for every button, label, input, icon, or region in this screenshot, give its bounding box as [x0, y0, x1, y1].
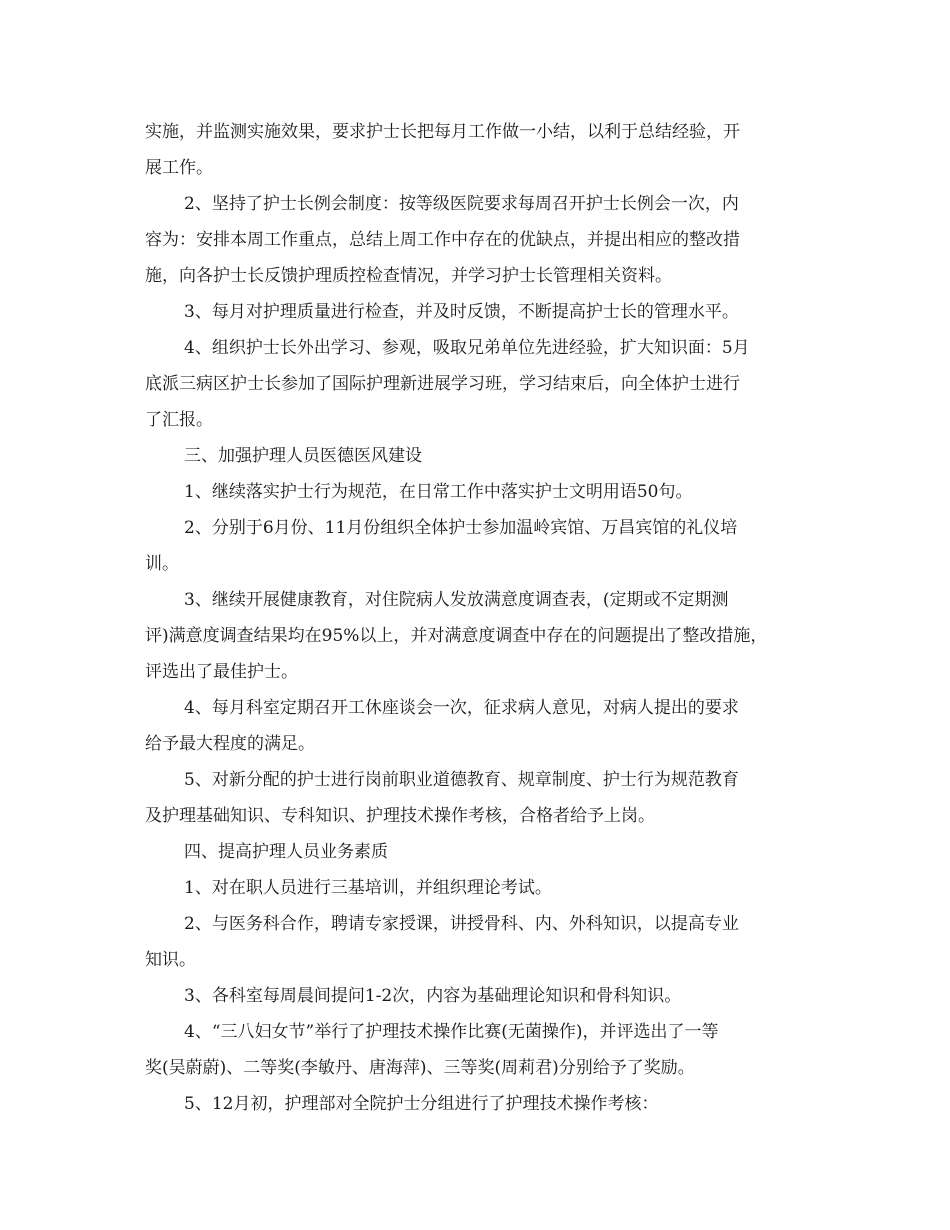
text-line: 及护理基础知识、专科知识、护理技术操作考核，合格者给予上岗。: [145, 806, 655, 826]
text-line: 评)满意度调查结果均在95%以上，并对满意度调查中存在的问题提出了整改措施，: [145, 626, 768, 646]
text-line: 展工作。: [145, 158, 213, 178]
text-line: 1、继续落实护士行为规范，在日常工作中落实护士文明用语50句。: [184, 482, 693, 502]
text-line: 奖(吴蔚蔚)、二等奖(李敏丹、唐海萍)、三等奖(周莉君)分别给予了奖励。: [145, 1058, 695, 1078]
text-line: 容为：安排本周工作重点，总结上周工作中存在的优缺点，并提出相应的整改措: [145, 230, 740, 250]
text-line: 知识。: [145, 950, 196, 970]
text-line: 5、12月初，护理部对全院护士分组进行了护理技术操作考核：: [184, 1094, 659, 1114]
section-heading: 四、提高护理人员业务素质: [184, 842, 388, 862]
text-line: 实施，并监测实施效果，要求护士长把每月工作做一小结，以利于总结经验，开: [145, 122, 740, 142]
text-line: 5、对新分配的护士进行岗前职业道德教育、规章制度、护士行为规范教育: [184, 770, 739, 790]
text-line: 2、分别于6月份、11月份组织全体护士参加温岭宾馆、万昌宾馆的礼仪培: [184, 518, 738, 538]
text-line: 4、每月科室定期召开工休座谈会一次，征求病人意见，对病人提出的要求: [184, 698, 739, 718]
text-line: 1、对在职人员进行三基培训，并组织理论考试。: [184, 878, 552, 898]
text-line: 3、继续开展健康教育，对住院病人发放满意度调查表，(定期或不定期测: [184, 590, 729, 610]
text-line: 评选出了最佳护士。: [145, 662, 298, 682]
text-line: 训。: [145, 554, 179, 574]
text-line: 施，向各护士长反馈护理质控检查情况，并学习护士长管理相关资料。: [145, 266, 672, 286]
text-line: 给予最大程度的满足。: [145, 734, 315, 754]
text-line: 2、坚持了护士长例会制度：按等级医院要求每周召开护士长例会一次，内: [184, 194, 739, 214]
text-line: 3、各科室每周晨间提问1-2次，内容为基础理论知识和骨科知识。: [184, 986, 682, 1006]
text-line: 了汇报。: [145, 410, 213, 430]
section-heading: 三、加强护理人员医德医风建设: [184, 446, 422, 466]
text-line: 2、与医务科合作，聘请专家授课，讲授骨科、内、外科知识，以提高专业: [184, 914, 739, 934]
text-line: 4、组织护士长外出学习、参观，吸取兄弟单位先进经验，扩大知识面：5月: [184, 338, 750, 358]
text-line: 3、每月对护理质量进行检查，并及时反馈，不断提高护士长的管理水平。: [184, 302, 739, 322]
text-line: 底派三病区护士长参加了国际护理新进展学习班，学习结束后，向全体护士进行: [145, 374, 740, 394]
text-line: 4、“三八妇女节”举行了护理技术操作比赛(无菌操作)，并评选出了一等: [184, 1022, 719, 1042]
